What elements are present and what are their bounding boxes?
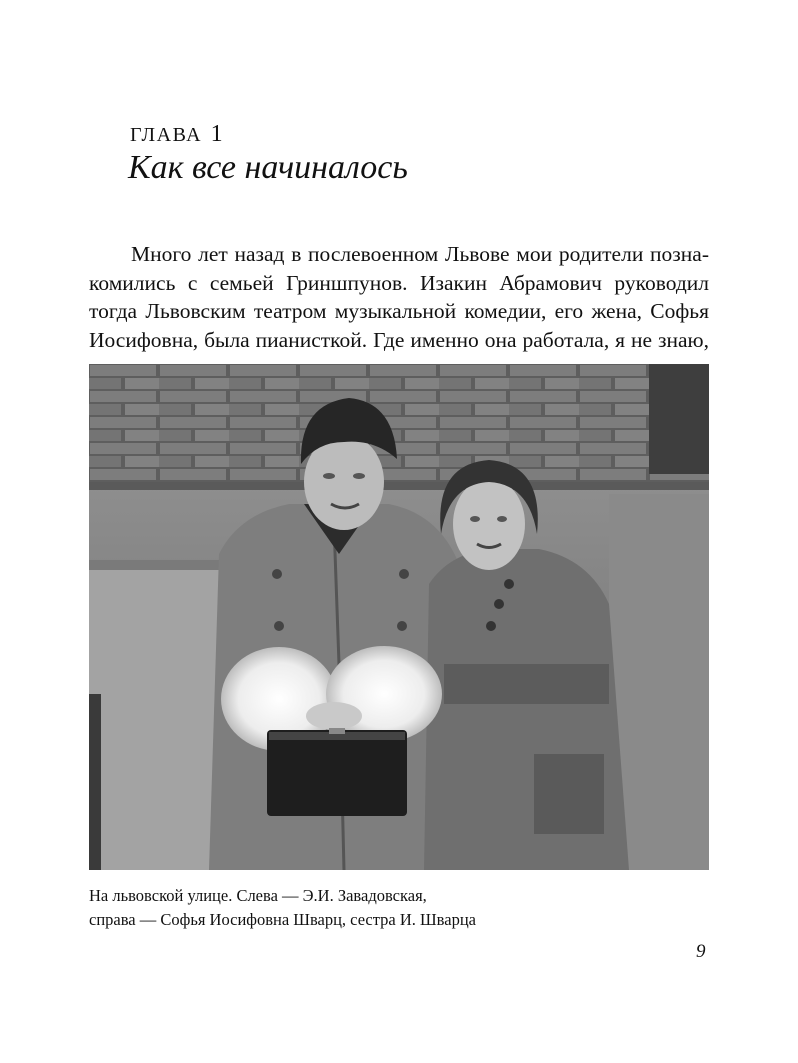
body-paragraph (89, 240, 709, 354)
body-line: Много лет назад в послевоенном Львове мои родители позна- (131, 242, 709, 266)
page-number: 9 (696, 941, 706, 962)
chapter-label (130, 120, 223, 149)
chapter-number: 1 (210, 121, 223, 147)
photograph (89, 364, 709, 870)
caption-line: справа — Софья Иосифовна Шварц, сестра И. Шварца (89, 910, 476, 929)
chapter-title: Как все начиналось (128, 149, 408, 186)
chapter-label-text: ГЛАВА (130, 124, 203, 146)
body-line: Иосифовна, была пианисткой. Где именно она работала, я не знаю, (89, 327, 709, 352)
body-line: комились с семьей Гриншпунов. Изакин Абрамович руководил (89, 270, 709, 295)
photo-caption (89, 884, 476, 932)
caption-line: На львовской улице. Слева — Э.И. Завадовская, (89, 886, 427, 905)
body-line: тогда Львовским театром музыкальной комедии, его жена, Софья (89, 299, 709, 323)
